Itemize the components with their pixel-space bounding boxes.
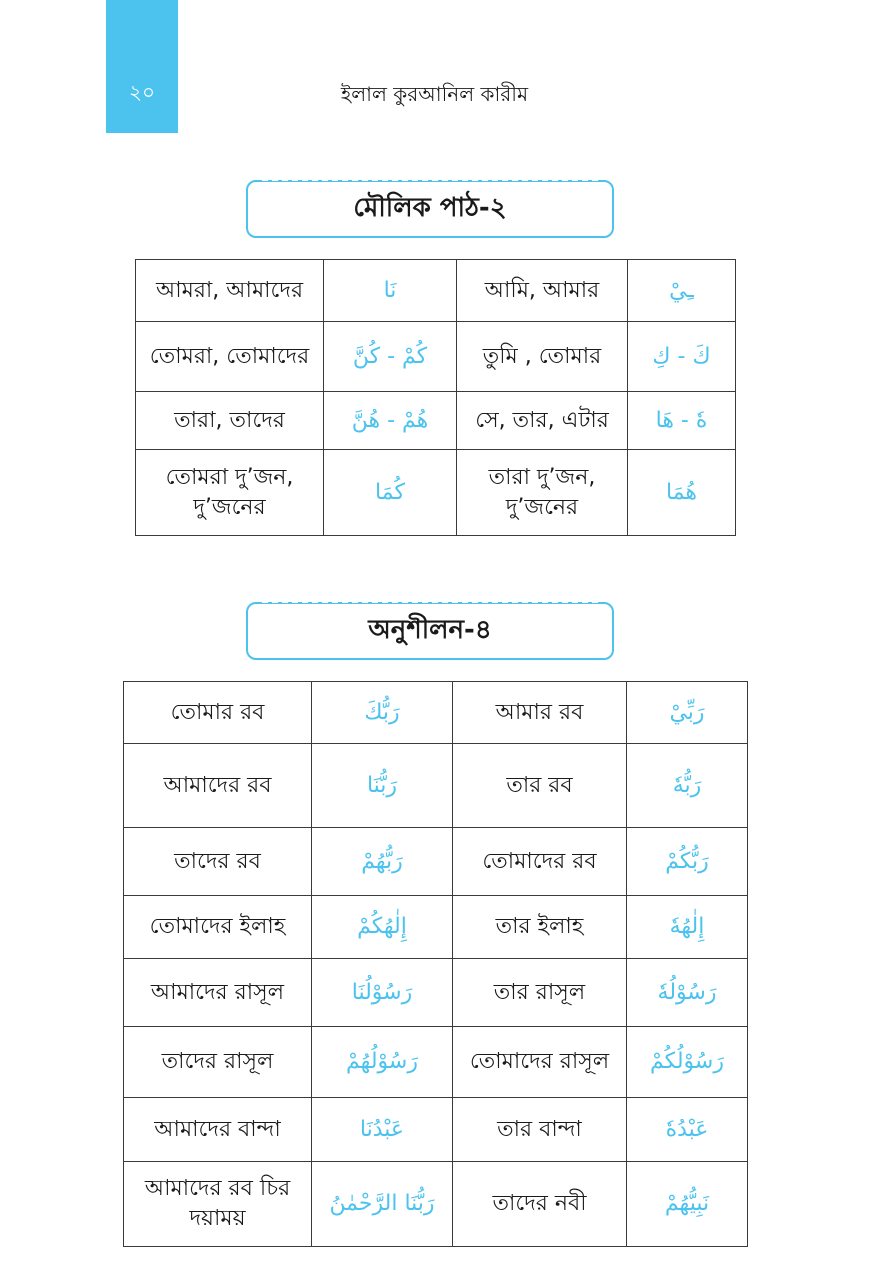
bangla-cell: আমাদের রব	[124, 744, 312, 828]
bangla-cell: আমাদের রব চির দয়াময়	[124, 1162, 312, 1247]
arabic-cell: رَبِّيْ	[627, 682, 748, 744]
lesson-table	[135, 259, 736, 536]
bangla-cell: তোমার রব	[124, 682, 312, 744]
bangla-cell: তোমাদের ইলাহ	[124, 896, 312, 959]
bangla-cell: তারা, তাদের	[136, 392, 324, 450]
arabic-cell: رَسُوْلُهُمْ	[312, 1027, 453, 1098]
arabic-cell: رَبُّكُمْ	[627, 828, 748, 896]
arabic-cell: نَبِيُّهُمْ	[627, 1162, 748, 1247]
arabic-cell: هُمَا	[628, 450, 736, 536]
table-row	[124, 1162, 748, 1247]
bangla-cell: তোমরা দু’জন, দু’জনের	[136, 450, 324, 536]
arabic-cell: إِلٰهُكُمْ	[312, 896, 453, 959]
arabic-cell: عَبْدُنَا	[312, 1098, 453, 1162]
table-row	[124, 959, 748, 1027]
bangla-cell: আমরা, আমাদের	[136, 260, 324, 322]
table-row	[124, 828, 748, 896]
table-row	[124, 1098, 748, 1162]
arabic-cell: ـِيْ	[628, 260, 736, 322]
table-row	[124, 744, 748, 828]
bangla-cell: তাদের রব	[124, 828, 312, 896]
bangla-cell: আমার রব	[453, 682, 627, 744]
bangla-cell: তার বান্দা	[453, 1098, 627, 1162]
bangla-cell: আমি, আমার	[457, 260, 628, 322]
arabic-cell: هُمْ - هُنَّ	[324, 392, 457, 450]
arabic-cell: إِلٰهُهٗ	[627, 896, 748, 959]
table-row	[136, 392, 736, 450]
bangla-cell: তাদের রাসূল	[124, 1027, 312, 1098]
bangla-cell: তারা দু’জন, দু’জনের	[457, 450, 628, 536]
bangla-cell: আমাদের বান্দা	[124, 1098, 312, 1162]
arabic-cell: رَسُوْلُنَا	[312, 959, 453, 1027]
arabic-cell: كَ - كِ	[628, 322, 736, 392]
arabic-cell: كُمَا	[324, 450, 457, 536]
lesson-title-box	[246, 180, 614, 238]
page-number: ২০	[128, 80, 155, 104]
exercise-table	[123, 681, 748, 1247]
page-number-tab	[106, 0, 178, 133]
bangla-cell: তোমাদের রাসূল	[453, 1027, 627, 1098]
table-row	[136, 322, 736, 392]
arabic-cell: رَبُّهُمْ	[312, 828, 453, 896]
table-row	[136, 450, 736, 536]
running-head: ইলাল কুরআনিল কারীম	[340, 82, 529, 106]
arabic-cell: رَبُّنَا الرَّحْمٰنُ	[312, 1162, 453, 1247]
bangla-cell: তাদের নবী	[453, 1162, 627, 1247]
bangla-cell: তোমরা, তোমাদের	[136, 322, 324, 392]
table-row	[124, 682, 748, 744]
bangla-cell: আমাদের রাসূল	[124, 959, 312, 1027]
lesson-title: মৌলিক পাঠ-২	[353, 193, 507, 223]
arabic-cell: رَبُّكَ	[312, 682, 453, 744]
arabic-cell: نَا	[324, 260, 457, 322]
arabic-cell: رَبُّهٗ	[627, 744, 748, 828]
bangla-cell: তার রাসূল	[453, 959, 627, 1027]
arabic-cell: رَسُوْلُكُمْ	[627, 1027, 748, 1098]
table-row	[136, 260, 736, 322]
exercise-title: অনুশীলন-৪	[368, 615, 492, 645]
bangla-cell: তার রব	[453, 744, 627, 828]
bangla-cell: সে, তার, এটার	[457, 392, 628, 450]
table-row	[124, 896, 748, 959]
arabic-cell: كُمْ - كُنَّ	[324, 322, 457, 392]
bangla-cell: তার ইলাহ	[453, 896, 627, 959]
bangla-cell: তোমাদের রব	[453, 828, 627, 896]
arabic-cell: رَبُّنَا	[312, 744, 453, 828]
exercise-title-box	[246, 602, 614, 660]
arabic-cell: عَبْدُهٗ	[627, 1098, 748, 1162]
table-row	[124, 1027, 748, 1098]
bangla-cell: তুমি , তোমার	[457, 322, 628, 392]
arabic-cell: هٗ - هَا	[628, 392, 736, 450]
arabic-cell: رَسُوْلُهٗ	[627, 959, 748, 1027]
